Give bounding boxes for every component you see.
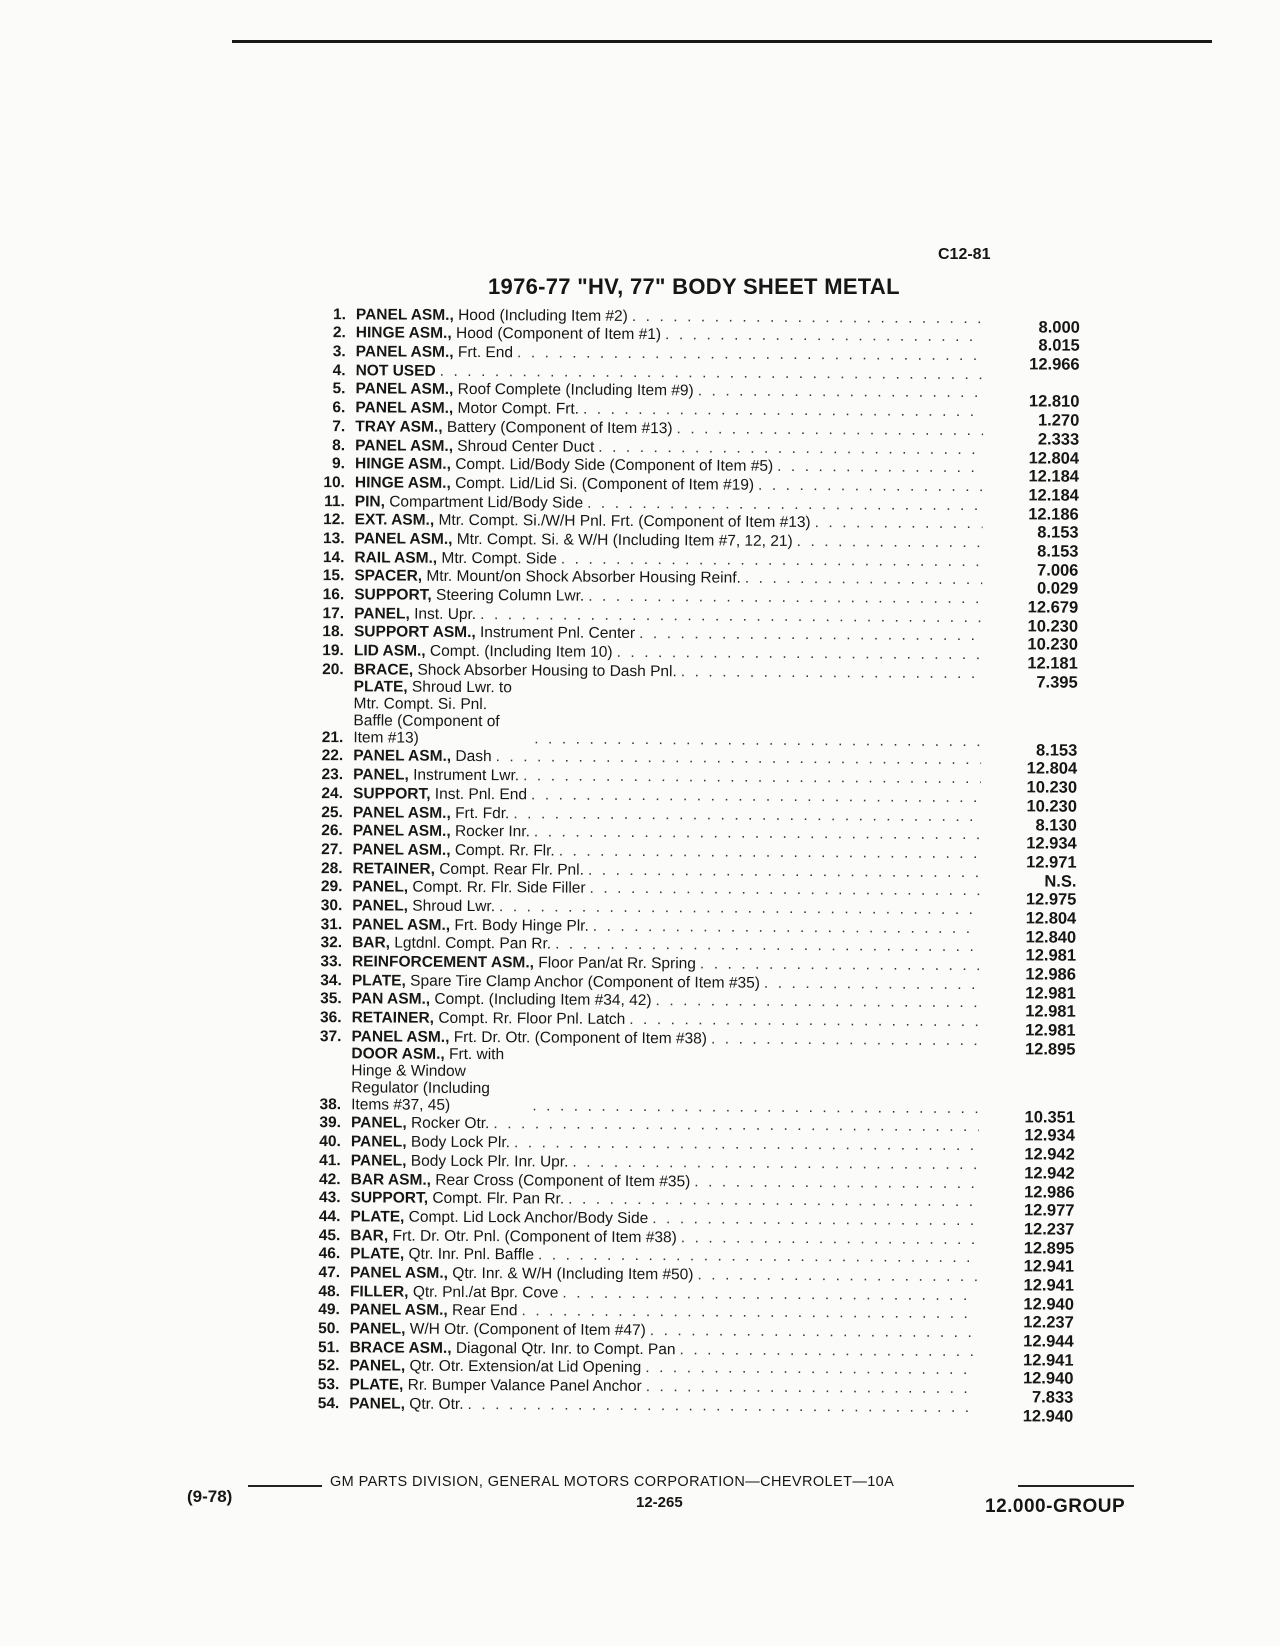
part-number: 15. <box>322 567 345 585</box>
part-number: 7. <box>332 417 346 436</box>
group-number: 10.230 <box>1027 617 1079 636</box>
dot-leader <box>815 514 983 532</box>
group-number: 10.351 <box>1024 1108 1076 1127</box>
footer-rule-right <box>1018 1485 1134 1487</box>
part-name: BAR ASM., <box>350 1170 432 1189</box>
group-number: 12.237 <box>1023 1313 1074 1332</box>
group-number: 12.977 <box>1023 1201 1075 1220</box>
part-detail: Compt. (Including Item #34, 42) <box>434 991 652 1010</box>
group-number: 12.941 <box>1023 1351 1074 1370</box>
page-title: 1976-77 "HV, 77" BODY SHEET METAL <box>488 274 900 299</box>
part-name: PANEL, <box>350 1133 407 1151</box>
part-number: 11. <box>324 492 345 510</box>
group-number: 12.186 <box>1028 504 1079 524</box>
group-number: 10.230 <box>1027 635 1078 655</box>
dot-leader <box>555 936 980 956</box>
part-name: PLATE, <box>349 1376 404 1394</box>
footer-division: GM PARTS DIVISION, GENERAL MOTORS CORPORATION—CHEVROLET—10A <box>330 1474 895 1490</box>
part-number: 24. <box>321 784 344 803</box>
dot-leader <box>499 898 980 918</box>
group-number: 12.895 <box>1024 1040 1076 1059</box>
part-detail: Frt. with Hinge & Window Regulator (Including Items #37, 45) <box>351 1045 505 1114</box>
part-detail: Rocker Inr. <box>454 823 530 841</box>
part-detail: Qtr. Otr. <box>409 1395 464 1413</box>
dot-leader <box>797 533 983 551</box>
dot-leader <box>711 1030 980 1049</box>
group-number: 12.895 <box>1023 1238 1075 1258</box>
dot-leader <box>468 1396 978 1416</box>
group-number: 12.181 <box>1027 654 1078 673</box>
part-detail: Compt. Lid/Lid Si. (Component of Item #19) <box>455 474 755 494</box>
dot-leader <box>534 730 981 750</box>
part-number: 4. <box>332 361 346 379</box>
part-number: 47. <box>318 1264 341 1282</box>
part-name: PANEL ASM., <box>352 915 451 934</box>
group-number: 12.940 <box>1023 1295 1074 1314</box>
page-code: C12-81 <box>938 246 991 263</box>
dot-leader <box>598 438 983 457</box>
part-name: PANEL ASM., <box>355 436 454 455</box>
dot-leader <box>679 1341 977 1360</box>
part-detail: Hood (Including Item #2) <box>458 306 628 325</box>
dot-leader <box>593 917 981 936</box>
part-detail: Instrument Lwr. <box>413 766 520 785</box>
part-number: 32. <box>320 934 343 952</box>
group-number: 12.679 <box>1027 598 1079 617</box>
group-number: 12.840 <box>1025 928 1077 947</box>
dot-leader <box>639 625 982 644</box>
part-number: 28. <box>320 859 343 877</box>
part-number: 52. <box>317 1357 340 1375</box>
part-number: 25. <box>321 803 343 821</box>
group-number: 0.029 <box>1036 579 1079 599</box>
part-detail: Compt. Rear Flr. Pnl. <box>439 860 585 879</box>
group-number: 7.395 <box>1036 673 1078 692</box>
part-name: PIN, <box>354 492 386 511</box>
part-name: REINFORCEMENT ASM., <box>351 953 535 972</box>
part-detail: Compt. Lid/Body Side (Component of Item #5) <box>455 456 774 476</box>
group-number: 12.986 <box>1025 965 1076 984</box>
dot-leader <box>777 458 983 476</box>
part-number: 39. <box>319 1114 342 1132</box>
top-rule <box>232 40 1212 43</box>
part-name: SUPPORT, <box>352 785 431 803</box>
part-number: 26. <box>321 822 343 840</box>
dot-leader <box>583 401 983 420</box>
group-number: 8.153 <box>1037 542 1079 561</box>
part-detail: Mtr. Compt. Si./W/H Pnl. Frt. (Component of Item #13) <box>438 512 811 532</box>
part-number: 46. <box>318 1245 341 1263</box>
dot-leader <box>588 861 981 880</box>
part-name: RETAINER, <box>351 1009 435 1027</box>
part-name: PANEL ASM., <box>350 1264 449 1282</box>
group-number: 12.940 <box>1022 1407 1074 1426</box>
part-number: 6. <box>332 399 346 417</box>
part-name: PANEL, <box>353 766 409 784</box>
part-number: 45. <box>318 1226 341 1244</box>
group-number: 7.006 <box>1037 561 1079 580</box>
parts-list <box>304 304 1080 1426</box>
group-number: 12.184 <box>1028 486 1079 505</box>
dot-leader <box>590 880 981 899</box>
group-number: 12.237 <box>1023 1220 1075 1239</box>
dot-leader <box>493 1116 979 1136</box>
part-description <box>351 1045 979 1117</box>
part-number: 10. <box>323 473 345 492</box>
group-number: 12.981 <box>1025 946 1077 966</box>
dot-leader <box>534 824 981 844</box>
part-number: 23. <box>321 766 344 784</box>
part-number: 53. <box>317 1376 340 1394</box>
part-detail: Frt. Dr. Otr. Pnl. (Component of Item #38) <box>392 1227 677 1246</box>
part-name: SUPPORT, <box>350 1189 429 1207</box>
part-description <box>349 1395 977 1416</box>
part-number: 22. <box>321 747 344 765</box>
part-detail: Frt. End <box>457 343 514 362</box>
dot-leader <box>562 1284 978 1304</box>
part-number: 12. <box>323 511 345 529</box>
part-detail: Roof Complete (Including Item #9) <box>457 381 694 400</box>
dot-leader <box>764 974 980 992</box>
group-number: 12.986 <box>1024 1182 1075 1202</box>
part-detail: Rocker Otr. <box>410 1115 490 1133</box>
part-name: PANEL, <box>350 1152 407 1170</box>
part-description <box>353 678 981 750</box>
part-number: 49. <box>318 1301 340 1319</box>
dot-leader <box>645 1359 977 1378</box>
part-detail: Shock Absorber Housing to Dash Pnl. <box>417 661 677 680</box>
part-number: 18. <box>322 623 345 641</box>
part-name: PANEL, <box>352 897 409 915</box>
part-detail: Compartment Lid/Body Side <box>389 493 584 512</box>
dot-leader <box>617 644 982 663</box>
part-detail: Qtr. Otr. Extension/at Lid Opening <box>409 1358 642 1377</box>
part-name: PLATE, <box>353 678 408 696</box>
group-number: 1.270 <box>1037 411 1080 430</box>
part-detail: Inst. Pnl. End <box>434 785 528 804</box>
part-name: PANEL ASM., <box>355 380 454 399</box>
part-number: 17. <box>322 604 345 622</box>
part-detail: Qtr. Inr. Pnl. Baffle <box>408 1245 535 1264</box>
part-number: 33. <box>320 953 343 971</box>
part-detail: Frt. Dr. Otr. (Component of Item #38) <box>453 1028 708 1048</box>
footer-page-number: 12-265 <box>636 1494 683 1511</box>
part-detail: Qtr. Pnl./at Bpr. Cove <box>412 1283 559 1302</box>
part-detail: Compt. Rr. Flr. Side Filler <box>412 878 586 897</box>
dot-leader <box>514 1134 979 1154</box>
group-number: 12.981 <box>1025 1021 1076 1040</box>
part-detail: Battery (Component of Item #13) <box>446 418 673 438</box>
part-name: PANEL, <box>354 604 410 623</box>
part-detail: Mtr. Compt. Side <box>441 549 557 568</box>
part-detail: Compt. Rr. Flr. <box>454 841 555 860</box>
dot-leader <box>440 363 984 383</box>
dot-leader <box>587 494 983 513</box>
part-number: 1. <box>332 305 346 323</box>
part-number: 43. <box>318 1189 341 1207</box>
dot-leader <box>652 1210 978 1229</box>
group-number: 12.941 <box>1023 1276 1075 1295</box>
part-number: 9. <box>332 455 346 473</box>
part-number: 36. <box>320 1009 342 1027</box>
dot-leader <box>568 1191 978 1211</box>
part-detail: W/H Otr. (Component of Item #47) <box>409 1320 646 1340</box>
part-number: 27. <box>321 840 343 859</box>
part-name: TRAY ASM., <box>355 418 443 436</box>
part-name: PANEL ASM., <box>352 803 451 822</box>
group-number: 10.230 <box>1026 797 1077 816</box>
part-name: HINGE ASM., <box>354 474 451 492</box>
part-detail: Rear Cross (Component of Item #35) <box>435 1171 691 1190</box>
part-number: 30. <box>320 897 343 915</box>
part-detail: Hood (Component of Item #1) <box>455 325 662 344</box>
part-number: 42. <box>319 1170 341 1188</box>
part-number: 13. <box>322 530 345 548</box>
group-number: 8.153 <box>1037 523 1079 542</box>
part-name: RETAINER, <box>352 859 435 878</box>
group-number: 12.184 <box>1028 467 1080 486</box>
part-detail: Frt. Fdr. <box>455 804 510 822</box>
part-name: EXT. ASM., <box>354 511 435 530</box>
dot-leader <box>559 842 981 862</box>
group-number: 12.934 <box>1024 1126 1075 1146</box>
group-number: 8.130 <box>1035 815 1077 835</box>
part-detail: Compt. Rr. Floor Pnl. Latch <box>438 1009 626 1029</box>
part-detail: Mtr. Mount/on Shock Absorber Housing Reinf. <box>426 568 741 587</box>
part-number: 54. <box>317 1394 340 1412</box>
part-name: SPACER, <box>354 567 423 586</box>
footer-date: (9-78) <box>187 1487 233 1506</box>
part-detail: Qtr. Inr. & W/H (Including Item #50) <box>452 1264 694 1284</box>
footer-rule-left <box>248 1485 322 1487</box>
group-number: 12.940 <box>1022 1369 1074 1389</box>
group-number: 12.944 <box>1023 1332 1074 1351</box>
part-number: 21. <box>321 728 344 746</box>
part-name: PANEL ASM., <box>352 822 451 841</box>
part-name: PANEL ASM., <box>352 841 451 859</box>
dot-leader <box>632 308 984 327</box>
dot-leader <box>588 588 982 607</box>
part-name: PLATE, <box>350 1245 405 1263</box>
part-name: LID ASM., <box>353 642 426 660</box>
group-number: 12.941 <box>1023 1257 1075 1276</box>
group-number: 2.333 <box>1037 430 1080 449</box>
part-number: 48. <box>318 1282 341 1300</box>
part-detail: Rear End <box>452 1302 518 1320</box>
dot-leader <box>572 1153 978 1172</box>
dot-leader <box>655 992 979 1011</box>
part-detail: Spare Tire Clamp Anchor (Component of Item #35) <box>410 972 760 992</box>
part-number: 41. <box>319 1151 341 1170</box>
dot-leader <box>561 550 983 570</box>
part-name: PANEL ASM., <box>351 1028 450 1046</box>
dot-leader <box>758 477 983 495</box>
part-name: PANEL, <box>349 1357 406 1375</box>
group-number: 12.981 <box>1025 984 1076 1003</box>
dot-leader <box>745 570 983 588</box>
dot-leader <box>538 1247 978 1267</box>
group-number: 12.934 <box>1026 834 1077 853</box>
part-number: 2. <box>332 324 346 342</box>
group-number: 8.000 <box>1038 318 1080 337</box>
part-name: BRACE, <box>353 661 414 679</box>
part-detail: Compt. Lid Lock Anchor/Body Side <box>408 1208 649 1227</box>
group-number: N.S. <box>1044 872 1077 891</box>
part-name: NOT USED <box>355 362 436 380</box>
part-detail: Shroud Lwr. <box>412 897 496 916</box>
part-name: DOOR ASM., <box>351 1045 445 1063</box>
part-detail: Instrument Pnl. Center <box>479 624 636 643</box>
part-number: 44. <box>318 1207 341 1226</box>
group-number: 8.153 <box>1035 741 1078 760</box>
dot-leader <box>532 1097 979 1117</box>
dot-leader <box>665 327 984 346</box>
dot-leader <box>521 1303 977 1323</box>
part-number: 37. <box>319 1027 342 1045</box>
footer-group: 12.000-GROUP <box>985 1496 1126 1517</box>
part-name: SUPPORT ASM., <box>353 623 476 642</box>
part-name: FILLER, <box>349 1282 409 1301</box>
part-name: PLATE, <box>350 1208 405 1226</box>
dot-leader <box>650 1322 978 1341</box>
part-name: BAR, <box>350 1226 389 1245</box>
part-name: PANEL, <box>349 1395 406 1413</box>
group-number: 12.804 <box>1026 759 1078 779</box>
part-number: 19. <box>322 642 344 660</box>
dot-leader <box>517 344 984 364</box>
part-detail: Floor Pan/at Rr. Spring <box>538 954 696 973</box>
part-name: HINGE ASM., <box>354 455 451 474</box>
part-number: 34. <box>320 971 342 989</box>
part-name: PLATE, <box>351 971 406 990</box>
dot-leader <box>697 1266 978 1285</box>
part-number: 16. <box>322 586 345 604</box>
part-number: 38. <box>319 1095 342 1113</box>
part-name: PANEL ASM., <box>355 343 454 361</box>
part-name: SUPPORT, <box>354 586 432 604</box>
group-number: 12.942 <box>1024 1164 1075 1183</box>
part-detail: Body Lock Plr. <box>410 1133 511 1152</box>
group-number: 12.981 <box>1025 1002 1076 1022</box>
dot-leader <box>531 786 981 806</box>
group-number: 12.804 <box>1028 448 1080 468</box>
part-name: PANEL ASM., <box>354 530 453 548</box>
dot-leader <box>513 805 981 825</box>
dot-leader <box>694 1173 978 1192</box>
dot-leader <box>681 1229 979 1248</box>
part-number: 51. <box>318 1338 340 1356</box>
group-number: 12.804 <box>1025 909 1077 928</box>
part-detail: Shroud Lwr. to Mtr. Compt. Si. Pnl. Baffle (Component of Item #13) <box>353 678 512 747</box>
group-number: 8.015 <box>1038 336 1080 356</box>
part-number: 50. <box>318 1320 340 1338</box>
part-detail: Diagonal Qtr. Inr. to Compt. Pan <box>455 1339 676 1358</box>
part-name: PANEL ASM., <box>353 747 452 766</box>
part-detail: Motor Compt. Frt. <box>457 400 580 418</box>
part-name: PANEL ASM., <box>355 399 454 418</box>
part-number: 8. <box>332 436 346 454</box>
part-number: 14. <box>322 548 345 566</box>
part-number: 40. <box>319 1133 341 1151</box>
part-name: PANEL ASM., <box>349 1301 448 1320</box>
part-detail: Inst. Upr. <box>414 605 477 623</box>
part-detail: Compt. (Including Item 10) <box>429 642 613 661</box>
group-number: 10.230 <box>1026 778 1078 797</box>
dot-leader <box>677 420 984 439</box>
part-number: 31. <box>320 915 343 933</box>
part-number: 35. <box>320 990 342 1008</box>
part-name: BAR, <box>352 934 391 952</box>
part-name: HINGE ASM., <box>355 324 452 343</box>
part-number: 3. <box>332 343 346 361</box>
group-number: 7.833 <box>1031 1388 1074 1407</box>
dot-leader <box>496 749 982 769</box>
group-number: 12.942 <box>1024 1145 1075 1164</box>
dot-leader <box>681 663 982 682</box>
part-name: PANEL, <box>350 1114 407 1133</box>
part-detail: Rr. Bumper Valance Panel Anchor <box>407 1376 642 1396</box>
part-number: 29. <box>320 878 343 896</box>
group-number: 12.975 <box>1025 890 1077 909</box>
part-name: PANEL, <box>349 1320 406 1338</box>
part-number: 20. <box>322 660 344 678</box>
dot-leader <box>698 383 984 402</box>
part-number: 5. <box>332 380 346 398</box>
part-name: RAIL ASM., <box>354 548 438 567</box>
dot-leader <box>629 1011 979 1030</box>
part-name: BRACE ASM., <box>349 1338 452 1357</box>
part-detail: Shroud Center Duct <box>457 437 595 456</box>
part-name: PAN ASM., <box>351 990 431 1009</box>
group-number: 12.810 <box>1028 392 1080 412</box>
part-detail: Mtr. Compt. Si. & W/H (Including Item #7, 12, 21) <box>456 530 793 550</box>
part-detail: Body Lock Plr. Inr. Upr. <box>410 1152 569 1171</box>
dot-leader <box>646 1378 978 1397</box>
group-number: 12.971 <box>1026 853 1077 872</box>
dot-leader <box>700 955 980 974</box>
group-number: 12.966 <box>1029 355 1080 374</box>
part-detail: Dash <box>455 748 492 766</box>
part-name: PANEL, <box>352 878 409 896</box>
part-detail: Steering Column Lwr. <box>435 586 585 605</box>
part-detail: Compt. Flr. Pan Rr. <box>432 1189 565 1208</box>
dot-leader <box>480 606 982 626</box>
part-detail: Frt. Body Hinge Plr. <box>454 916 589 935</box>
part-detail: Lgtdnl. Compt. Pan Rr. <box>394 934 552 953</box>
part-name: PANEL ASM., <box>355 305 454 324</box>
dot-leader <box>523 767 981 787</box>
